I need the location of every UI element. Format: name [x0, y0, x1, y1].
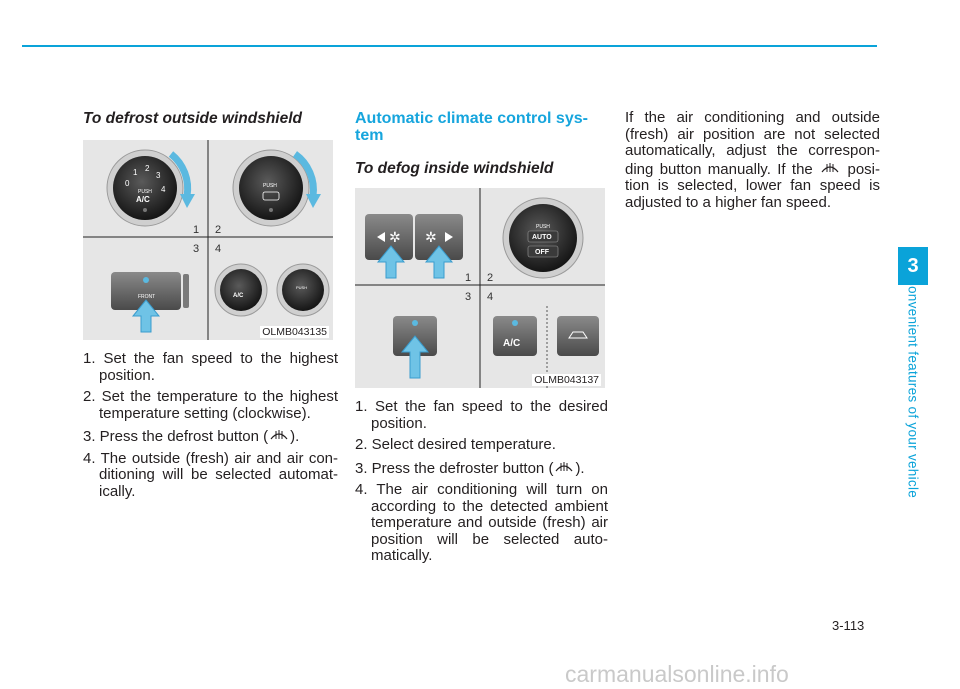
svg-text:2: 2 [215, 224, 222, 236]
list-item: 1. Set the fan speed to the highest position. [83, 350, 338, 384]
figure-code: OLMB043135 [262, 326, 327, 338]
middle-column [355, 110, 608, 570]
list-item: 3. Press the defrost button ( ). [83, 428, 300, 445]
defog-inside-figure [355, 188, 605, 388]
svg-text:FRONT: FRONT [138, 294, 156, 300]
figure-code: OLMB043137 [534, 374, 599, 386]
defrost-outside-illustration [83, 140, 333, 340]
auto-dial [503, 198, 583, 278]
small-temperature-dial [277, 264, 329, 316]
svg-text:PUSH: PUSH [296, 285, 308, 290]
page-number: 3-113 [832, 618, 865, 633]
svg-text:0: 0 [125, 179, 130, 188]
svg-text:3: 3 [193, 243, 200, 255]
small-fan-dial [215, 264, 267, 316]
svg-text:2: 2 [487, 272, 494, 284]
svg-text:PUSH: PUSH [263, 183, 277, 189]
watermark: carmanualsonline.info [565, 661, 789, 687]
defrost-icon [553, 459, 575, 475]
svg-text:2: 2 [145, 164, 150, 173]
recirculation-button [557, 316, 599, 356]
auto-climate-heading: Automatic climate control sys-tem [355, 110, 588, 144]
list-item: 4. The outside (fresh) air and air con-ditioning will be selected automat-ically. [83, 449, 338, 500]
svg-text:A/C: A/C [136, 195, 150, 204]
svg-text:3: 3 [156, 171, 161, 180]
chapter-title: Convenient features of your vehicle [905, 275, 921, 499]
fan-speed-dial [107, 150, 183, 226]
defrost-icon [819, 160, 841, 176]
svg-text:AUTO: AUTO [532, 234, 552, 241]
defrost-outside-steps [83, 351, 338, 500]
manual-adjust-paragraph: If the air conditioning and outside (fresh) air position are not selected automatically, adjust the correspon-ding button manually. If the posi-tion is selected, lower fan speed is adjusted to a higher fan speed. [625, 109, 880, 211]
fan-speed-buttons [365, 214, 463, 260]
list-item: 2. Select desired temperature. [355, 436, 556, 453]
list-item: 1. Set the fan speed to the desired position. [355, 398, 608, 432]
svg-text:A/C: A/C [503, 338, 521, 349]
fan-icon: ✲ [389, 229, 401, 245]
svg-text:1: 1 [193, 224, 200, 236]
svg-text:4: 4 [215, 243, 222, 255]
chapter-number-tab: 3 [898, 247, 928, 285]
defrost-outside-heading: To defrost outside windshield [83, 110, 303, 127]
temperature-dial [233, 150, 309, 226]
svg-text:OFF: OFF [535, 249, 549, 256]
svg-text:A/C: A/C [233, 293, 244, 299]
right-column [625, 110, 880, 211]
defog-inside-steps [355, 399, 608, 565]
ac-button [493, 316, 537, 356]
list-item: 2. Set the temperature to the highest temperature setting (clockwise). [83, 388, 338, 422]
defog-inside-heading: To defog inside windshield [355, 160, 554, 177]
top-rule [22, 45, 877, 47]
defrost-outside-figure [83, 140, 333, 340]
svg-text:1: 1 [133, 168, 138, 177]
svg-text:3: 3 [465, 291, 472, 303]
list-item: 4. The air conditioning will turn on according to the detected ambient temperature and outside (fresh) air position will be selected auto-matically. [355, 481, 608, 564]
list-item: 3. Press the defroster button ( ). [355, 459, 585, 477]
svg-text:1: 1 [465, 272, 472, 284]
svg-text:4: 4 [161, 185, 166, 194]
fan-icon: ✲ [425, 229, 437, 245]
left-column [83, 110, 338, 505]
svg-text:PUSH: PUSH [138, 189, 152, 195]
defog-inside-illustration [355, 188, 605, 388]
svg-text:PUSH: PUSH [536, 224, 550, 230]
svg-text:4: 4 [487, 291, 494, 303]
defrost-icon [268, 427, 290, 443]
